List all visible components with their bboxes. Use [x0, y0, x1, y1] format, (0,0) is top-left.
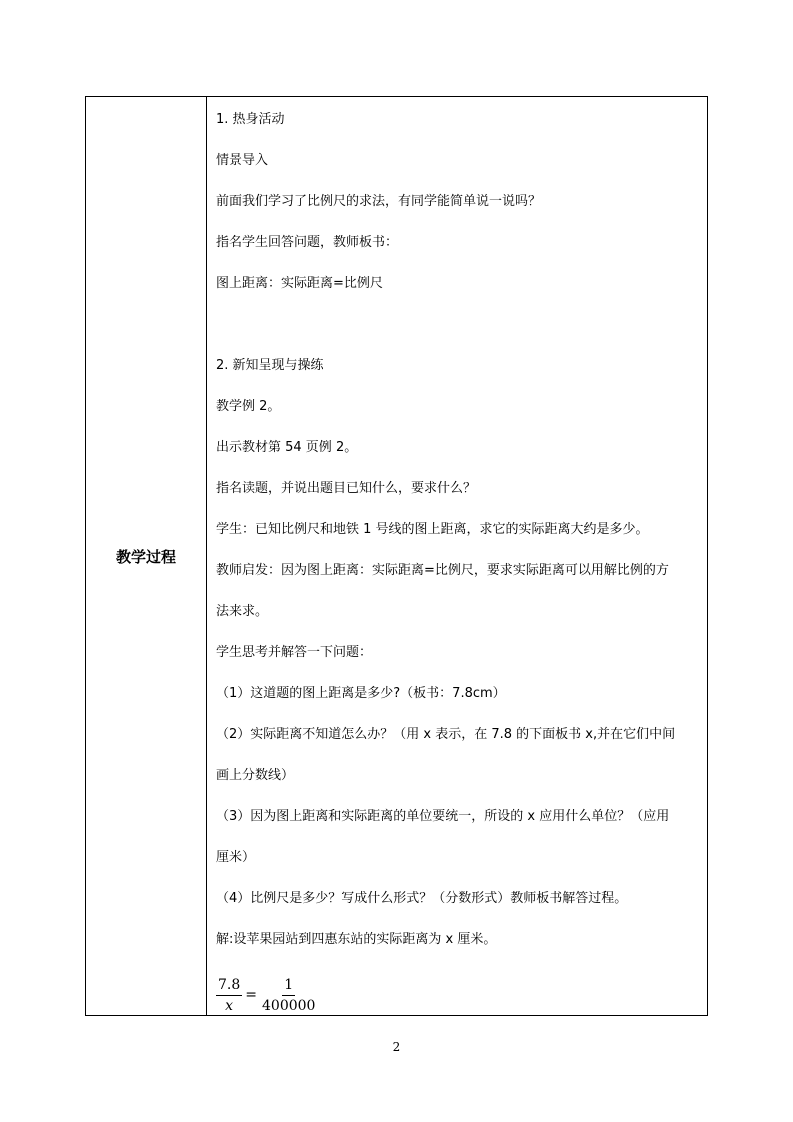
- paragraph-question-1: （1）这道题的图上距离是多少?（板书：7.8cm）: [216, 686, 506, 701]
- paragraph-scenario-intro: 情景导入: [216, 153, 269, 168]
- blank-line: [216, 314, 702, 355]
- paragraph-teacher-hint-line2: 法来求。: [216, 604, 269, 619]
- right-numerator: 1: [282, 976, 295, 996]
- row-header-teaching-process: 教学过程: [115, 548, 176, 566]
- lesson-content: [216, 109, 702, 970]
- paragraph-new-knowledge-heading: 2. 新知呈现与操练: [216, 358, 324, 373]
- page-number: 2: [392, 1040, 401, 1054]
- paragraph-show-textbook: 出示教材第 54 页例 2。: [216, 440, 358, 455]
- paragraph-teacher-hint-line1: 教师启发：因为图上距离：实际距离=比例尺，要求实际距离可以用解比例的方: [216, 563, 669, 578]
- proportion-equation: [216, 973, 317, 1017]
- right-fraction: [260, 976, 317, 1015]
- paragraph-student-answer: 指名学生回答问题，教师板书：: [216, 235, 399, 250]
- paragraph-question-3-line1: （3）因为图上距离和实际距离的单位要统一，所设的 x 应用什么单位？（应用: [216, 809, 670, 824]
- paragraph-solution-setup: 解:设苹果园站到四惠东站的实际距离为 x 厘米。: [216, 932, 497, 947]
- paragraph-question-4: （4）比例尺是多少？写成什么形式？（分数形式）教师板书解答过程。: [216, 891, 628, 906]
- paragraph-question-3-line2: 厘米）: [216, 850, 256, 865]
- column-divider: [206, 97, 207, 1015]
- paragraph-student-think: 学生思考并解答一下问题：: [216, 645, 373, 660]
- left-fraction: [216, 976, 242, 1015]
- equals-sign: =: [245, 987, 257, 1003]
- paragraph-question-2-line2: 画上分数线）: [216, 768, 295, 783]
- left-denominator: x: [225, 997, 234, 1014]
- paragraph-review-question: 前面我们学习了比例尺的求法，有同学能简单说一说吗？: [216, 194, 542, 209]
- paragraph-student-known: 学生：已知比例尺和地铁 1 号线的图上距离，求它的实际距离大约是多少。: [216, 522, 649, 537]
- paragraph-example-2: 教学例 2。: [216, 399, 281, 414]
- paragraph-warmup-heading: 1. 热身活动: [216, 112, 285, 127]
- paragraph-scale-formula: 图上距离：实际距离=比例尺: [216, 276, 383, 291]
- right-denominator: 400000: [262, 997, 316, 1014]
- left-numerator: 7.8: [216, 976, 242, 996]
- paragraph-question-2-line1: （2）实际距离不知道怎么办？（用 x 表示，在 7.8 的下面板书 x,并在它们中间: [216, 727, 676, 742]
- lesson-table: [85, 96, 708, 1016]
- paragraph-read-problem: 指名读题，并说出题目已知什么，要求什么？: [216, 481, 477, 496]
